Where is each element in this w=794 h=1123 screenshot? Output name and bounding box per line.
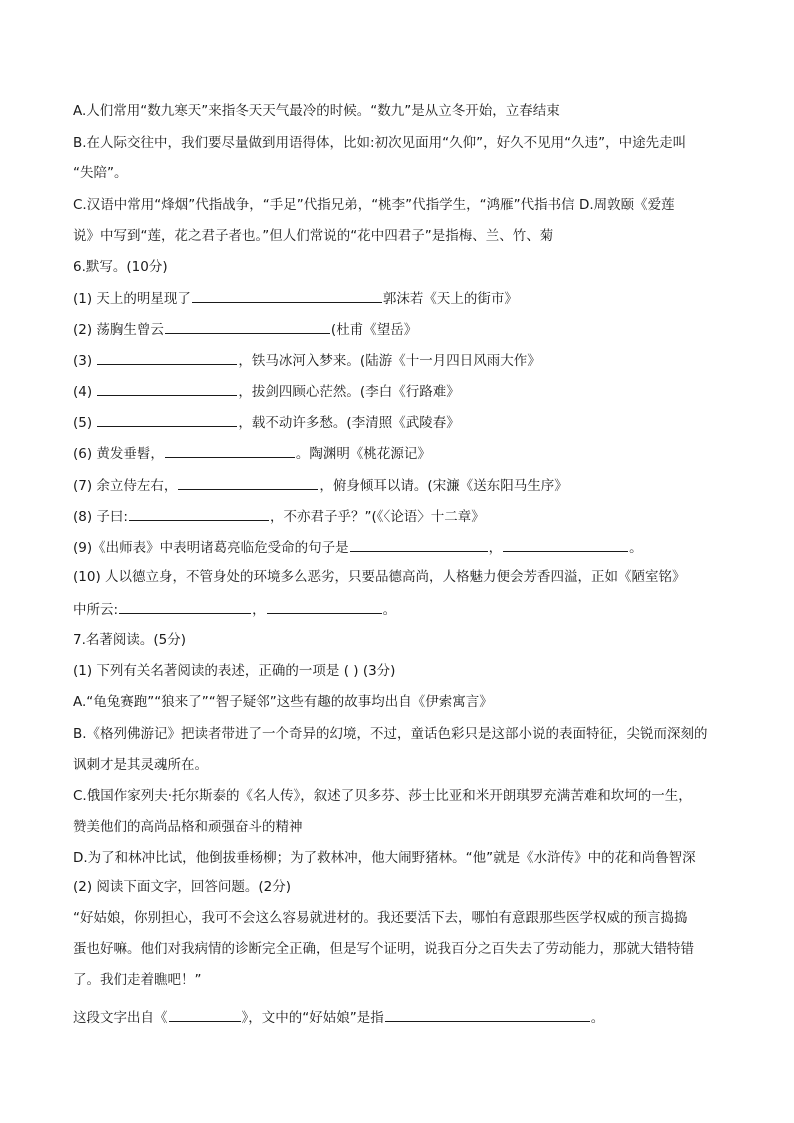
q6-item-9-comma: ， [488,540,503,556]
q6-item-7-suffix: ，俯身倾耳以请。(宋濂《送东阳马生序》 [319,478,568,494]
q6-item-10-period: 。 [382,602,397,618]
q7-good-girl-blank[interactable] [385,1006,590,1022]
q6-item-3-suffix: ，铁马冰河入梦来。(陆游《十一月四日风雨大作》 [238,353,541,369]
q6-item-5 [73,411,723,433]
q7-passage-line2: 蛋也好嘛。他们对我病情的诊断完全正确，但是写个证明，说我百分之百失去了劳动能力，那就大错特错 [73,941,694,957]
q6-item-6 [73,442,723,464]
q6-item-10-line1: (10) 人以德立身，不管身处的环境多么恶劣，只要品德高尚，人格魅力便会芳香四溢，正如《陋室铭》 [73,569,686,585]
q7-passage-line1: “好姑娘，你别担心，我可不会这么容易就进材的。我还要活下去，哪怕有意跟那些医学权威的预言捣捣 [73,910,688,926]
q6-item-10-line2 [73,598,723,620]
q7-option-c-line2: 赞美他们的高尚品格和顽强奋斗的精神 [73,819,303,835]
q6-item-4-prefix: (4) [73,384,93,400]
q7-book-title-blank[interactable] [169,1006,241,1022]
q6-item-5-suffix: ，载不动许多愁。(李清照《武陵春》 [238,415,460,431]
q6-item-1 [73,287,723,309]
q6-item-3-prefix: (3) [73,353,93,369]
q7-sub1: (1) 下列有关名著阅读的表述，正确的一项是 ( ) (3分) [73,663,396,679]
q6-item-3 [73,349,723,371]
q6-item-8-suffix: ，不亦君子乎？”(《〈论语〉十二章》 [269,509,485,525]
q6-item-9-prefix: (9)《出师表》中表明诸葛亮临危受命的句子是 [73,540,349,556]
q6-item-8 [73,505,723,527]
q6-item-8-prefix: (8) 子曰: [73,509,128,525]
q6-item-4 [73,380,723,402]
q7-answer-prefix: 这段文字出自《 [73,1010,168,1026]
q6-item-7-blank[interactable] [178,474,318,490]
option-a: A.人们常用“数九寒天”来指冬天天气最冷的时候。“数九”是从立冬开始，立春结束 [73,103,560,119]
q6-item-9-blank-1[interactable] [350,536,488,552]
q6-item-2-prefix: (2) 荡胸生曾云 [73,322,164,338]
q6-item-3-blank[interactable] [97,349,237,365]
q6-item-9 [73,536,723,558]
q6-item-4-blank[interactable] [97,380,237,396]
q6-item-1-blank[interactable] [192,287,382,303]
q6-item-2-blank[interactable] [165,318,330,334]
q6-item-2-suffix: (杜甫《望岳》 [330,322,418,338]
q6-title: 6.默写。(10分) [73,259,168,275]
q6-item-8-blank[interactable] [129,505,269,521]
q6-item-10-blank-2[interactable] [267,598,382,614]
q6-item-7 [73,474,723,496]
option-b-line1: B.在人际交往中，我们要尽量做到用语得体，比如:初次见面用“久仰”，好久不见用“久违”，中途先走叫 [73,135,687,151]
q6-item-9-period: 。 [629,540,643,556]
q7-option-d: D.为了和林冲比试，他倒拔垂杨柳；为了救林冲，他大闹野猪林。“他”就是《水浒传》中的花和尚鲁智深 [73,850,696,866]
q7-option-b-line1: B.《格列佛游记》把读者带进了一个奇异的幻境，不过，童话色彩只是这部小说的表面特征，尖锐而深刻的 [73,726,708,742]
q6-item-10-prefix: 中所云: [73,602,119,618]
q7-option-c-line1: C.俄国作家列夫·托尔斯泰的《名人传》，叙述了贝多芬、莎士比亚和米开朗琪罗充满苦难和坎坷的一生， [73,788,692,804]
q6-item-10-blank-1[interactable] [119,598,251,614]
q6-item-4-suffix: ，拔剑四顾心茫然。(李白《行路难》 [238,384,460,400]
q6-item-6-blank[interactable] [165,442,295,458]
q6-item-5-prefix: (5) [73,415,93,431]
q7-answer-line [73,1006,723,1028]
q7-option-a: A.“龟兔赛跑”“狼来了”“智子疑邻”这些有趣的故事均出自《伊索寓言》 [73,694,493,710]
q7-option-b-line2: 讽刺才是其灵魂所在。 [73,757,208,773]
q6-item-1-prefix: (1) 天上的明星现了 [73,291,191,307]
q6-item-6-prefix: (6) 黄发垂髫， [73,446,164,462]
q6-item-9-blank-2[interactable] [503,536,628,552]
option-c-line1: C.汉语中常用“烽烟”代指战争，“手足”代指兄弟，“桃李”代指学生，“鸿雁”代指书信 D.周敦颐《爱莲 [73,197,675,213]
q6-item-7-prefix: (7) 余立侍左右， [73,478,178,494]
option-b-line2: “失陪”。 [73,165,128,181]
option-c-line2: 说》中写到“莲，花之君子者也。”但人们常说的“花中四君子”是指梅、兰、竹、菊 [73,228,554,244]
q6-item-6-suffix: 。陶渊明《桃花源记》 [295,446,431,462]
q6-item-1-suffix: 郭沫若《天上的街市》 [382,291,518,307]
q7-passage-line3: 了。我们走着瞧吧！” [73,972,202,988]
q6-item-10-comma: ， [252,602,266,618]
q7-answer-middle: 》，文中的“好姑娘”是指 [241,1010,384,1026]
q7-answer-period: 。 [590,1010,605,1026]
q7-sub2: (2) 阅读下面文字，回答问题。(2分) [73,879,292,895]
q7-title: 7.名著阅读。(5分) [73,632,187,648]
q6-item-2 [73,318,723,340]
q6-item-5-blank[interactable] [97,411,237,427]
